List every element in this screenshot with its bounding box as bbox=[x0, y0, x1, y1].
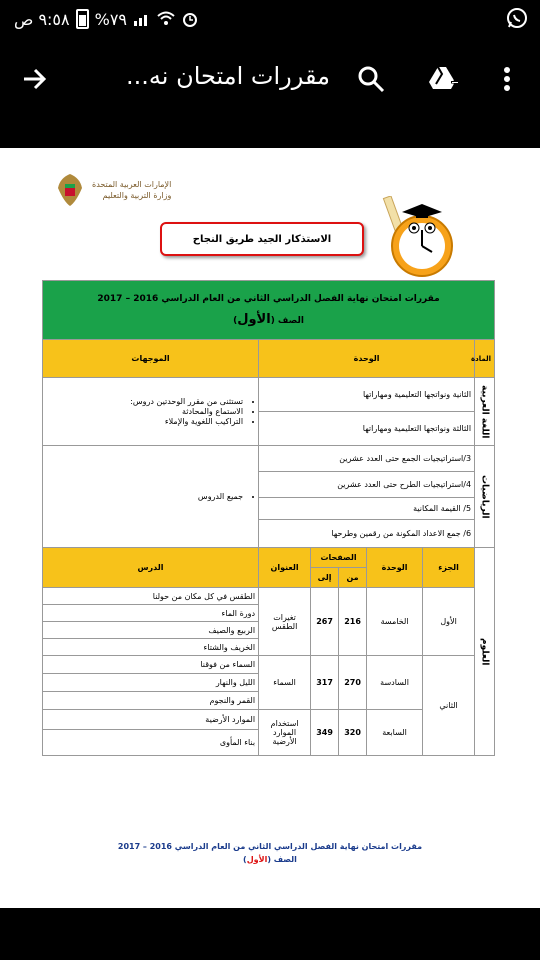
science-col-from: من bbox=[339, 568, 367, 588]
col-guidance-header: الموجهات bbox=[43, 340, 259, 378]
document-page[interactable] bbox=[0, 148, 540, 908]
search-icon[interactable] bbox=[356, 64, 386, 94]
col-subject-header: المادة bbox=[475, 340, 495, 378]
footer-grade-prefix: الصف ( bbox=[267, 855, 297, 864]
arabic-guidance-3: • التراكيب اللغوية والإملاء bbox=[46, 417, 243, 426]
status-bar bbox=[0, 0, 540, 38]
clock-mascot-icon bbox=[380, 196, 460, 280]
arabic-unit-1: الثانية ونواتجها التعليمية ومهاراتها bbox=[259, 378, 475, 412]
science-lesson-1-1: الطقس في كل مكان من حولنا bbox=[43, 588, 259, 605]
status-time: ٩:٥٨ ص bbox=[14, 9, 70, 29]
science-col-lesson: الدرس bbox=[43, 548, 259, 588]
battery-level: %٧٩ bbox=[94, 9, 127, 29]
footer-line-1: مقررات امتحان نهاية الفصل الدراسي الثاني من العام الدراسي 2016 – 2017 bbox=[117, 842, 423, 851]
science-title-2: السماء bbox=[259, 656, 311, 710]
signal-icon bbox=[133, 12, 151, 26]
science-col-part: الجزء bbox=[423, 548, 475, 588]
table-heading bbox=[43, 281, 495, 340]
footer-grade-suffix: ) bbox=[243, 855, 247, 864]
slogan-box: الاستذكار الجيد طريق النجاح bbox=[160, 222, 364, 256]
science-title-1: تغيرات الطقس bbox=[259, 588, 311, 656]
science-lesson-3-2: بناء المأوى bbox=[43, 730, 259, 756]
ministry-logo bbox=[54, 172, 171, 208]
grade-line bbox=[46, 312, 491, 327]
arabic-guidance-1: • تستثنى من مقرر الوحدتين دروس: bbox=[46, 397, 243, 406]
science-col-unit: الوحدة bbox=[367, 548, 423, 588]
math-unit-1: 3/استراتيجيات الجمع حتى العدد عشرين bbox=[259, 446, 475, 472]
science-title-3: استخدام الموارد الأرضية bbox=[259, 710, 311, 756]
subject-science: العلوم bbox=[475, 548, 495, 756]
more-options-icon[interactable] bbox=[500, 64, 514, 94]
alarm-icon bbox=[181, 10, 199, 28]
science-lesson-3-1: الموارد الأرضية bbox=[43, 710, 259, 730]
add-to-drive-icon[interactable] bbox=[428, 64, 460, 94]
bottom-bar bbox=[0, 908, 540, 960]
grade-suffix: ) bbox=[233, 315, 238, 326]
science-lesson-2-2: الليل والنهار bbox=[43, 674, 259, 692]
science-part-2: الثاني bbox=[423, 656, 475, 756]
wifi-icon bbox=[157, 11, 175, 27]
science-to-1: 267 bbox=[311, 588, 339, 656]
science-to-2: 317 bbox=[311, 656, 339, 710]
science-from-2: 270 bbox=[339, 656, 367, 710]
footer-line-2 bbox=[0, 853, 540, 866]
grade-prefix: الصف ( bbox=[270, 315, 304, 326]
arabic-guidance bbox=[43, 378, 259, 446]
science-part-1: الأول bbox=[423, 588, 475, 656]
subject-math: الرياضيات bbox=[475, 446, 495, 548]
science-to-3: 349 bbox=[311, 710, 339, 756]
science-lesson-1-4: الخريف والشتاء bbox=[43, 639, 259, 656]
whatsapp-icon bbox=[506, 7, 528, 29]
math-unit-4: 6/ جمع الاعداد المكونة من رقمين وطرحها bbox=[259, 520, 475, 548]
science-unit-1: الخامسة bbox=[367, 588, 423, 656]
exam-table bbox=[42, 280, 495, 756]
arabic-unit-2: الثالثة ونواتجها التعليمية ومهاراتها bbox=[259, 412, 475, 446]
science-unit-3: السابعة bbox=[367, 710, 423, 756]
math-unit-3: 5/ القيمة المكانية bbox=[259, 498, 475, 520]
science-col-pages: الصفحات bbox=[311, 548, 367, 568]
battery-icon bbox=[76, 9, 89, 29]
science-lesson-1-2: دورة الماء bbox=[43, 605, 259, 622]
heading-text: مقررات امتحان نهاية الفصل الدراسي الثاني من العام الدراسي 2016 – 2017 bbox=[97, 293, 440, 304]
science-from-1: 216 bbox=[339, 588, 367, 656]
science-unit-2: السادسة bbox=[367, 656, 423, 710]
grade-name: الأول bbox=[237, 311, 271, 327]
forward-arrow-icon[interactable] bbox=[20, 64, 50, 94]
arabic-guidance-2: • الاستماع والمحادثة bbox=[46, 407, 243, 416]
ministry-line-2: وزارة التربية والتعليم bbox=[102, 191, 172, 200]
status-left bbox=[14, 9, 199, 29]
science-lesson-2-1: السماء من فوقنا bbox=[43, 656, 259, 674]
math-guidance bbox=[43, 446, 259, 548]
math-unit-2: 4/استراتيجيات الطرح حتى العدد عشرين bbox=[259, 472, 475, 498]
math-guidance-item: • جميع الدروس bbox=[46, 492, 243, 501]
science-from-3: 320 bbox=[339, 710, 367, 756]
page-footer bbox=[0, 840, 540, 866]
science-lesson-2-3: القمر والنجوم bbox=[43, 692, 259, 710]
app-toolbar bbox=[0, 38, 540, 148]
ministry-line-1: الإمارات العربية المتحدة bbox=[92, 180, 172, 189]
science-lesson-1-3: الربيع والصيف bbox=[43, 622, 259, 639]
footer-grade-name: الأول bbox=[246, 855, 268, 864]
toolbar-title: مقررات امتحان نه... bbox=[126, 62, 330, 90]
uae-emblem-icon bbox=[54, 172, 86, 208]
science-col-to: إلى bbox=[311, 568, 339, 588]
subject-arabic: اللغة العربية bbox=[475, 378, 495, 446]
col-unit-header: الوحدة bbox=[259, 340, 475, 378]
science-col-title-visible: العنوان bbox=[259, 548, 311, 588]
